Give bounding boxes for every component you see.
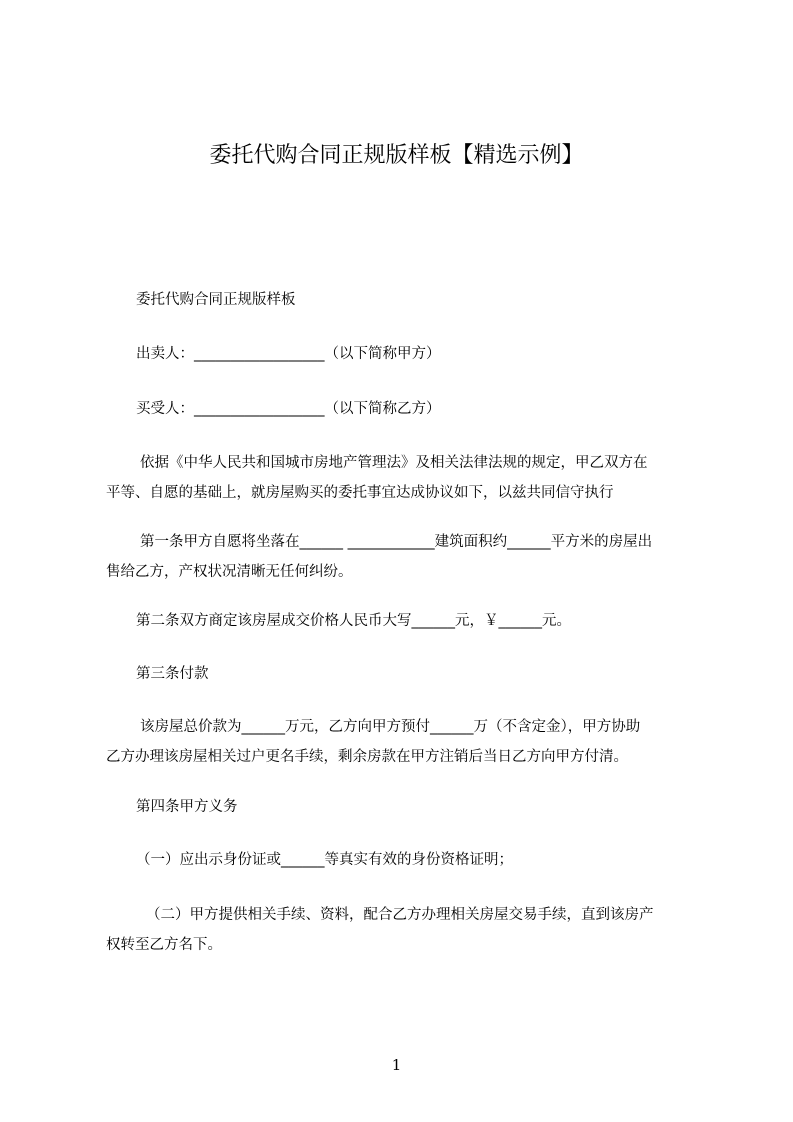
paragraph-buyer xyxy=(106,394,706,424)
text-line: 平等、自愿的基础上，就房屋购买的委托事宜达成协议如下，以兹共同信守执行 xyxy=(106,485,614,501)
page-number: 1 xyxy=(391,1056,402,1074)
text-line: 乙方办理该房屋相关过户更名手续，剩余房款在甲方注销后当日乙方向甲方付清。 xyxy=(106,749,628,765)
text-line: 第二条双方商定该房屋成交价格人民币大写______元，￥______元。 xyxy=(136,613,571,629)
paragraph-article-4-item-1 xyxy=(106,845,706,875)
text-line: 第四条甲方义务 xyxy=(136,799,238,815)
text-line: 依据《中华人民共和国城市房地产管理法》及相关法律法规的规定，甲乙双方在 xyxy=(140,455,648,471)
text-line: 出卖人：__________________（以下简称甲方） xyxy=(136,346,441,362)
text-line: 第一条甲方自愿将坐落在______ ____________建筑面积约______平方米的房屋出 xyxy=(140,534,653,550)
paragraph-article-3-heading xyxy=(106,659,706,689)
paragraph-preamble xyxy=(106,448,706,508)
text-line: 权转至乙方名下。 xyxy=(106,937,222,953)
document-title: 委托代购合同正规版样板【精选示例】 xyxy=(209,143,584,168)
text-line: 委托代购合同正规版样板 xyxy=(136,292,296,308)
paragraph-contract-name xyxy=(106,285,706,315)
text-line: 第三条付款 xyxy=(136,666,209,682)
text-line: （二）甲方提供相关手续、资料，配合乙方办理相关房屋交易手续，直到该房产 xyxy=(146,907,654,923)
paragraph-seller xyxy=(106,339,706,369)
text-line: 售给乙方，产权状况清晰无任何纠纷。 xyxy=(106,564,353,580)
text-line: 买受人：__________________（以下简称乙方） xyxy=(136,401,441,417)
text-line: 该房屋总价款为______万元，乙方向甲方预付______万（不含定金），甲方协助 xyxy=(140,719,641,735)
paragraph-article-4-item-2 xyxy=(106,900,706,960)
paragraph-article-1 xyxy=(106,527,706,587)
paragraph-article-4-heading xyxy=(106,792,706,822)
paragraph-article-2 xyxy=(106,606,706,636)
paragraph-article-3-body xyxy=(106,712,706,772)
text-line: （一）应出示身份证或______等真实有效的身份资格证明； xyxy=(136,852,513,868)
